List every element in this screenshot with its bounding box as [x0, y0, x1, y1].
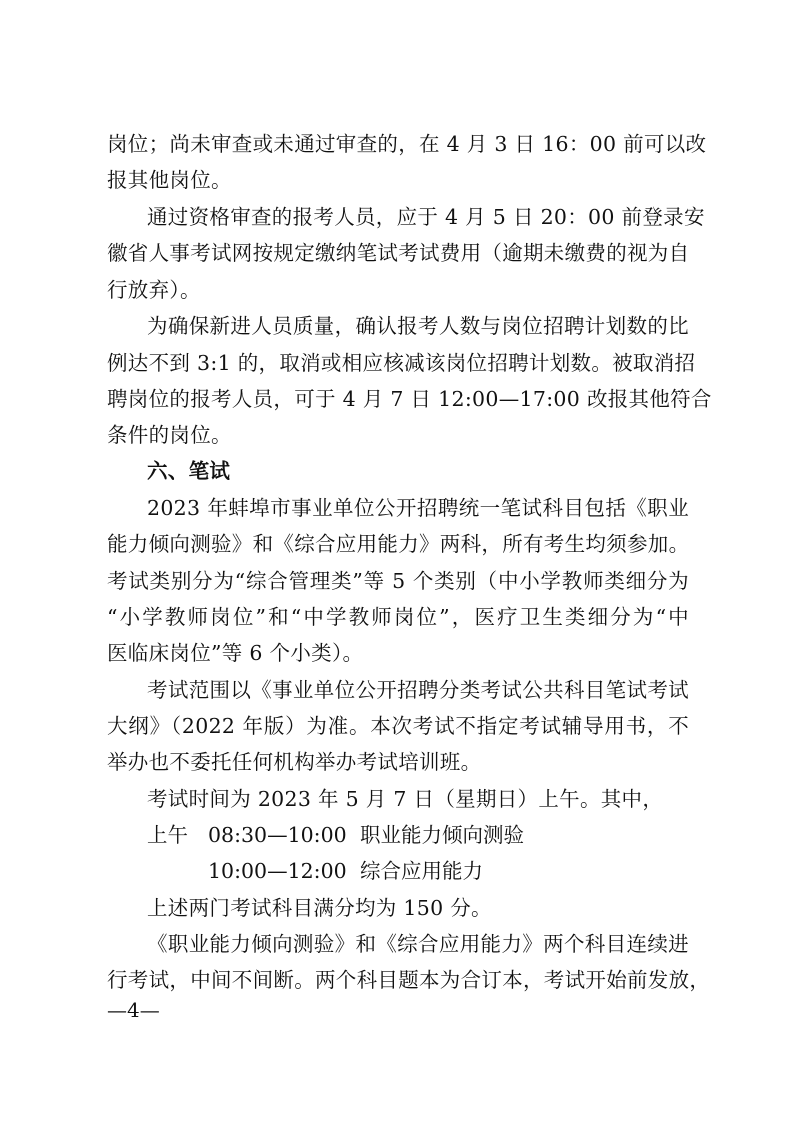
paragraph-line: 2023 年蚌埠市事业单位公开招聘统一笔试科目包括《职业: [147, 496, 689, 520]
paragraph-line: 考试时间为 2023 年 5 月 7 日（星期日）上午。其中，: [147, 787, 664, 811]
paragraph-line: 举办也不委托任何机构举办考试培训班。: [107, 750, 482, 774]
schedule-time: 08:30—10:00: [208, 823, 347, 847]
paragraph-line: 为确保新进人员质量，确认报考人数与岗位招聘计划数的比: [147, 314, 689, 338]
paragraph-line: 例达不到 3:1 的，取消或相应核减该岗位招聘计划数。被取消招: [107, 351, 696, 375]
paragraph-line: 岗位；尚未审查或未通过审查的，在 4 月 3 日 16：00 前可以改: [107, 132, 707, 156]
schedule-subject: 综合应用能力: [360, 859, 483, 883]
paragraph-line: 通过资格审查的报考人员，应于 4 月 5 日 20：00 前登录安: [147, 205, 705, 229]
paragraph-line: 上述两门考试科目满分均为 150 分。: [147, 896, 492, 920]
paragraph-line: 考试范围以《事业单位公开招聘分类考试公共科目笔试考试: [147, 678, 689, 702]
schedule-time: 10:00—12:00: [208, 859, 347, 883]
paragraph-line: 报其他岗位。: [107, 168, 232, 192]
paragraph-line: 行考试，中间不间断。两个科目题本为合订本，考试开始前发放，: [107, 968, 711, 992]
paragraph-line: 行放弃）。: [107, 278, 201, 302]
schedule-period: 上午: [147, 823, 188, 847]
paragraph-line: 聘岗位的报考人员，可于 4 月 7 日 12:00—17:00 改报其他符合: [107, 387, 712, 411]
paragraph-line: “小学教师岗位”和“中学教师岗位”，医疗卫生类细分为“中: [107, 605, 689, 629]
schedule-subject: 职业能力倾向测验: [360, 823, 524, 847]
paragraph-line: 《职业能力倾向测验》和《综合应用能力》两个科目连续进: [147, 932, 689, 956]
paragraph-line: 徽省人事考试网按规定缴纳笔试考试费用（逾期未缴费的视为自: [107, 241, 690, 265]
paragraph-line: 大纲》（2022 年版）为准。本次考试不指定考试辅导用书，不: [107, 714, 689, 738]
page-number: —4—: [107, 998, 160, 1022]
paragraph-line: 条件的岗位。: [107, 423, 232, 447]
paragraph-line: 医临床岗位”等 6 个小类）。: [107, 641, 364, 665]
paragraph-line: 考试类别分为“综合管理类”等 5 个类别（中小学教师类细分为: [107, 569, 689, 593]
paragraph-line: 能力倾向测验》和《综合应用能力》两科，所有考生均须参加。: [107, 532, 690, 556]
section-heading: 六、笔试: [147, 459, 231, 483]
